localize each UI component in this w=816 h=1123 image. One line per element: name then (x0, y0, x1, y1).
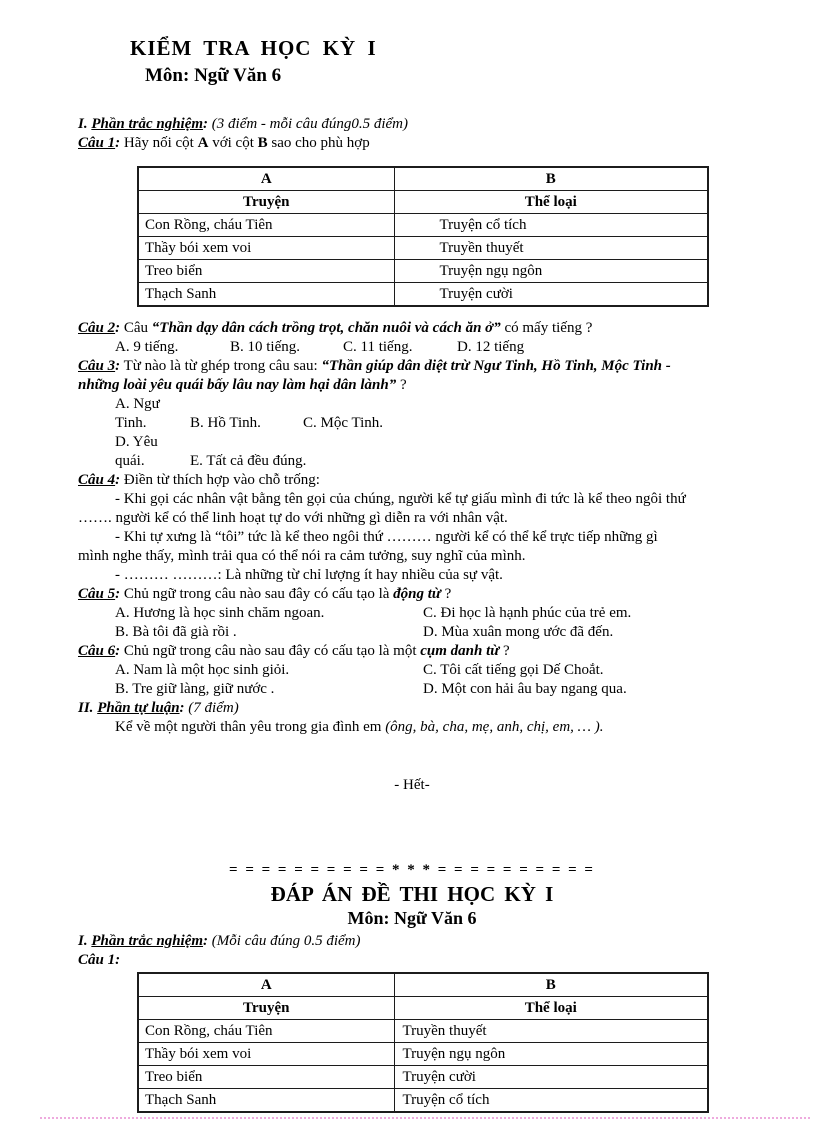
question-4: Câu 4: Điền từ thích hợp vào chỗ trống: (78, 472, 320, 488)
column-b-header: B (394, 973, 708, 997)
question-2: Câu 2: Câu “Thần dạy dân cách trồng trọt, chăn nuôi và cách ăn ở” có mấy tiếng ? (78, 320, 593, 336)
column-a-subheader: Truyện (138, 191, 394, 214)
table-row: Thạch Sanh Truyện cười (138, 283, 708, 307)
q6-label: Câu 6 (78, 643, 116, 659)
q2-option-b: B. 10 tiếng. (230, 339, 300, 355)
question-1: Câu 1: Hãy nối cột A với cột B sao cho phù hợp (78, 135, 370, 151)
answer-section-title: ĐÁP ÁN ĐỀ THI HỌC KỲ I (270, 882, 554, 906)
q3-option-a: A. Ngư Tinh. (115, 396, 160, 431)
q4-blank-2-line-1: - Khi tự xưng là “tôi” tức là kể theo ngôi thứ ……… người kể có thể kể trực tiếp những gì (115, 529, 658, 545)
q3-option-d: D. Yêu quái. (115, 434, 158, 469)
q6-options-row1 (115, 661, 746, 680)
q3-quote-continuation: những loài yêu quái bấy lâu nay làm hại dân lành” ? (78, 377, 407, 393)
q6-option-d: D. Một con hải âu bay ngang qua. (423, 681, 627, 697)
answer-section-separator: = = = = = = = = = = * * * = = = = = = = = = = (229, 862, 595, 878)
q3-quote-line2: những loài yêu quái bấy lâu nay làm hại dân lành” (78, 377, 397, 393)
table-row: Treo biển Truyện ngụ ngôn (138, 260, 708, 283)
q1-label: Câu 1 (78, 135, 116, 151)
q2-option-a: A. 9 tiếng. (115, 339, 179, 355)
matching-table-answers (137, 972, 709, 1113)
answer-section-1-note: (Mỗi câu đúng 0.5 điểm) (211, 933, 361, 949)
q2-option-d: D. 12 tiếng (457, 339, 525, 355)
section-2-note: (7 điểm) (188, 700, 239, 716)
table-row: Thạch Sanh Truyện cổ tích (138, 1089, 708, 1113)
q6-emphasis: cụm danh từ (420, 643, 500, 659)
section-1-label: Phần trắc nghiệm (91, 116, 204, 132)
q3-option-e: E. Tất cả đều đúng. (190, 453, 307, 469)
q5-option-c: C. Đi học là hạnh phúc của trẻ em. (423, 605, 632, 621)
answer-section-1-number: I. (78, 933, 88, 949)
q6-option-a: A. Nam là một học sinh giỏi. (115, 662, 290, 678)
column-a-subheader: Truyện (138, 997, 394, 1020)
question-6: Câu 6: Chủ ngữ trong câu nào sau đây có cấu tạo là một cụm danh từ ? (78, 643, 510, 659)
answer-q1-heading: Câu 1: (78, 952, 121, 968)
answer-section-1-heading: I. Phần trắc nghiệm: (Mỗi câu đúng 0.5 điểm) (78, 933, 361, 949)
q3-quote-line1: “Thần giúp dân diệt trừ Ngư Tinh, Hồ Tinh, Mộc Tinh - (321, 358, 671, 374)
section-1-note: (3 điểm - mỗi câu đúng0.5 điểm) (211, 116, 408, 132)
table-subheader-row (138, 997, 708, 1020)
column-b-subheader: Thể loại (394, 997, 708, 1020)
q3-option-b: B. Hồ Tinh. (190, 415, 261, 431)
q5-option-d: D. Mùa xuân mong ước đã đến. (423, 624, 614, 640)
q6-options-row2 (115, 680, 746, 699)
matching-table-exam (137, 166, 709, 307)
table-header-row (138, 973, 708, 997)
answer-section-1-label: Phần trắc nghiệm (91, 933, 204, 949)
column-b-header: B (394, 167, 708, 191)
column-a-header: A (138, 973, 394, 997)
q5-option-a: A. Hương là học sinh chăm ngoan. (115, 605, 325, 621)
section-1-heading: I. Phần trắc nghiệm: (3 điểm - mỗi câu đúng0.5 điểm) (78, 116, 408, 132)
q2-option-c: C. 11 tiếng. (343, 339, 413, 355)
exam-title: KIỂM TRA HỌC KỲ I (130, 36, 377, 60)
section-2-heading: II. Phần tự luận: (7 điểm) (78, 700, 239, 716)
q5-options-row1 (115, 604, 746, 623)
section-1-number: I. (78, 116, 88, 132)
section-2-number: II. (78, 700, 94, 716)
q2-label: Câu 2 (78, 320, 116, 336)
q2-options (115, 338, 746, 357)
q2-quote: “Thần dạy dân cách trồng trọt, chăn nuôi và cách ăn ở” (151, 320, 501, 336)
column-b-subheader: Thể loại (394, 191, 708, 214)
section-2-label: Phần tự luận (97, 700, 180, 716)
q5-label: Câu 5 (78, 586, 116, 602)
q5-option-b: B. Bà tôi đã già rồi . (115, 624, 237, 640)
table-row: Con Rồng, cháu Tiên Truyền thuyết (138, 1020, 708, 1043)
page-bottom-dotted-line (40, 1117, 810, 1119)
q6-option-b: B. Tre giữ làng, giữ nước . (115, 681, 275, 697)
question-5: Câu 5: Chủ ngữ trong câu nào sau đây có cấu tạo là động từ ? (78, 586, 452, 602)
table-row: Treo biển Truyện cười (138, 1066, 708, 1089)
q3-label: Câu 3 (78, 358, 116, 374)
q4-blank-2-line-2: mình nghe thấy, mình trải qua có thể nói ra cảm tưởng, suy nghĩ của mình. (78, 548, 526, 564)
table-row: Thầy bói xem voi Truyền thuyết (138, 237, 708, 260)
column-a-header: A (138, 167, 394, 191)
q5-emphasis: động từ (393, 586, 441, 602)
q4-label: Câu 4 (78, 472, 116, 488)
q3-option-c: C. Mộc Tinh. (303, 415, 384, 431)
q4-blank-3: - ……… ………: Là những từ chỉ lượng ít hay nhiều của sự vật. (115, 567, 503, 583)
table-subheader-row (138, 191, 708, 214)
end-of-exam-mark: - Hết- (394, 777, 430, 793)
table-header-row (138, 167, 708, 191)
q6-option-c: C. Tôi cất tiếng gọi Dế Choắt. (423, 662, 604, 678)
q3-options-row2 (115, 433, 746, 471)
essay-prompt: Kể về một người thân yêu trong gia đình em (ông, bà, cha, mẹ, anh, chị, em, … ). (115, 719, 604, 735)
table-row: Con Rồng, cháu Tiên Truyện cổ tích (138, 214, 708, 237)
question-3: Câu 3: Từ nào là từ ghép trong câu sau: “Thần giúp dân diệt trừ Ngư Tinh, Hồ Tinh, Mộc Tinh - (78, 358, 671, 374)
answer-q1-label: Câu 1 (78, 952, 116, 968)
essay-prompt-examples: (ông, bà, cha, mẹ, anh, chị, em, … ). (385, 719, 604, 735)
q3-options-row1 (115, 395, 746, 433)
q4-blank-1-line-2: ……. người kể có thể linh hoạt tự do với những gì diễn ra với nhân vật. (78, 510, 508, 526)
table-row: Thầy bói xem voi Truyện ngụ ngôn (138, 1043, 708, 1066)
exam-subtitle: Môn: Ngữ Văn 6 (145, 65, 282, 86)
q4-blank-1-line-1: - Khi gọi các nhân vật bằng tên gọi của chúng, người kể tự giấu mình đi tức là kể theo ngôi thứ (115, 491, 686, 507)
q5-options-row2 (115, 623, 746, 642)
answer-section-subtitle: Môn: Ngữ Văn 6 (347, 908, 477, 928)
